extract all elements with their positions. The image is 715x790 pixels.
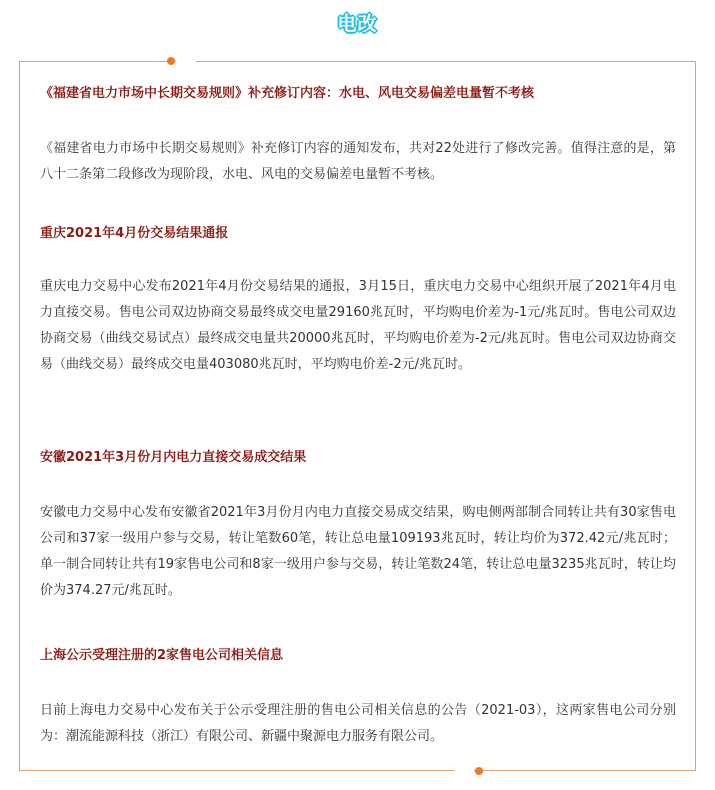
page-title: 电改 [337,13,378,35]
section-title-chongqing: 重庆2021年4月份交易结果通报 [40,226,229,241]
decorative-dot-bottom [475,767,483,775]
section-body-fujian: 《福建省电力市场中长期交易规则》补充修订内容的通知发布，共对22处进行了修改完善。值得注意的是，第八十二条第二段修改为现阶段，水电、风电的交易偏差电量暂不考核。 [40,141,676,182]
decorative-dot-top [167,57,175,65]
section-title-shanghai: 上海公示受理注册的2家售电公司相关信息 [40,648,284,663]
frame-gap-top [176,59,196,63]
section-title-fujian: 《福建省电力市场中长期交易规则》补充修订内容：水电、风电交易偏差电量暂不考核 [40,86,535,101]
section-body-shanghai: 日前上海电力交易中心发布关于公示受理注册的售电公司相关信息的公告（2021-03），这两家售电公司分别为：潮流能源科技（浙江）有限公司、新疆中聚源电力服务有限公司。 [40,703,676,744]
section-body-chongqing: 重庆电力交易中心发布2021年4月份交易结果的通报，3月15日，重庆电力交易中心组织开展了2021年4月电力直接交易。售电公司双边协商交易最终成交电量29160兆瓦时，平均购电价差为-1元/兆瓦时。售电公司双边协商交易（曲线交易试点）最终成交电量共20000兆瓦时，平均购电价差为-2元/兆瓦时。售电公司双边协商交易（曲线交易）最终成交电量403080兆瓦时，平均购电价差-2元/兆瓦时。 [40,279,676,372]
frame-gap-bottom [454,769,474,773]
section-body-anhui: 安徽电力交易中心发布安徽省2021年3月份月内电力直接交易成交结果，购电侧两部制合同转让共有30家售电公司和37家一级用户参与交易，转让笔数60笔，转让总电量109193兆瓦时，转让均价为372.42元/兆瓦时；单一制合同转让共有19家售电公司和8家一级用户参与交易，转让笔数24笔，转让总电量3235兆瓦时，转让均价为374.27元/兆瓦时。 [40,505,676,598]
section-title-anhui: 安徽2021年3月份月内电力直接交易成交结果 [40,450,307,465]
